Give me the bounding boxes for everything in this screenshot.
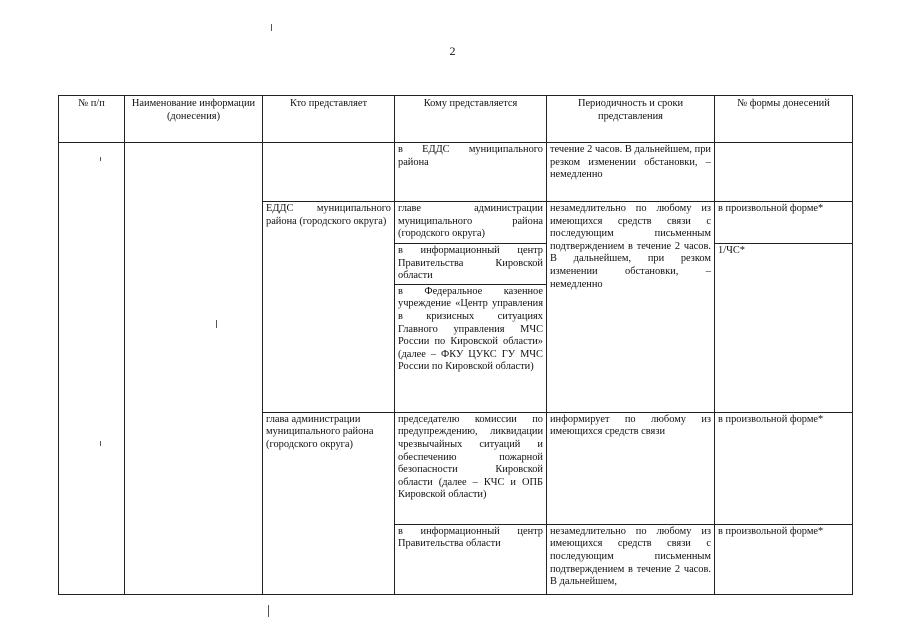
recipient-cell: в ЕДДС муниципального района — [395, 143, 547, 202]
form-cell — [715, 143, 853, 202]
reporting-table — [58, 95, 853, 595]
recipient-cell: в информационный центр Правительства Кировской области — [395, 244, 547, 285]
form-cell: в произвольной форме* — [715, 524, 853, 594]
header-form-number: № формы донесений — [715, 96, 853, 143]
recipient-cell: в Федеральное казенное учреждение «Центр управления в кризисных ситуациях Главного управления МЧС России по Кировской области» (далее – ФКУ ЦУКС ГУ МЧС России по Кировской области) — [395, 284, 547, 412]
header-recipient: Кому представляется — [395, 96, 547, 143]
table-row — [59, 143, 853, 202]
scan-speck — [268, 605, 269, 617]
form-cell: в произвольной форме* — [715, 412, 853, 524]
header-who-submits: Кто представляет — [263, 96, 395, 143]
recipient-cell: председателю комиссии по предупреждению, ликвидации чрезвычайных ситуаций и обеспечению пожарной безопасности Кировской области (далее – КЧС и ОПБ Кировской области) — [395, 412, 547, 524]
header-periodicity: Периодичность и сроки представления — [547, 96, 715, 143]
page-number: 2 — [449, 44, 456, 58]
who-cell: ЕДДС муниципального района (городского округа) — [263, 202, 395, 413]
scan-speck — [271, 24, 272, 31]
period-cell: незамедлительно по любому из имеющихся средств связи с последующим письменным подтверждением в течение 2 часов. В дальнейшем, при резком изменении обстановки, – немедленно — [547, 202, 715, 413]
form-cell: в произвольной форме* — [715, 202, 853, 244]
form-cell: 1/ЧС* — [715, 244, 853, 413]
period-cell: течение 2 часов. В дальнейшем, при резком изменении обстановки, – немедленно — [547, 143, 715, 202]
scan-speck — [216, 320, 217, 328]
scan-speck — [100, 157, 101, 161]
header-row — [59, 96, 853, 143]
header-number: № п/п — [59, 96, 125, 143]
who-cell — [263, 143, 395, 202]
header-info-name: Наименование информации (донесения) — [125, 96, 263, 143]
info-name-cell — [125, 143, 263, 595]
period-cell: информирует по любому из имеющихся средств связи — [547, 412, 715, 524]
who-cell: глава администрации муниципального района (городского округа) — [263, 412, 395, 594]
period-cell: незамедлительно по любому из имеющихся средств связи с последующим письменным подтверждением в течение 2 часов. В дальнейшем, — [547, 524, 715, 594]
recipient-cell: главе администрации муниципального района (городского округа) — [395, 202, 547, 244]
scan-speck — [100, 441, 101, 446]
recipient-cell: в информационный центр Правительства области — [395, 524, 547, 594]
number-cell — [59, 143, 125, 595]
